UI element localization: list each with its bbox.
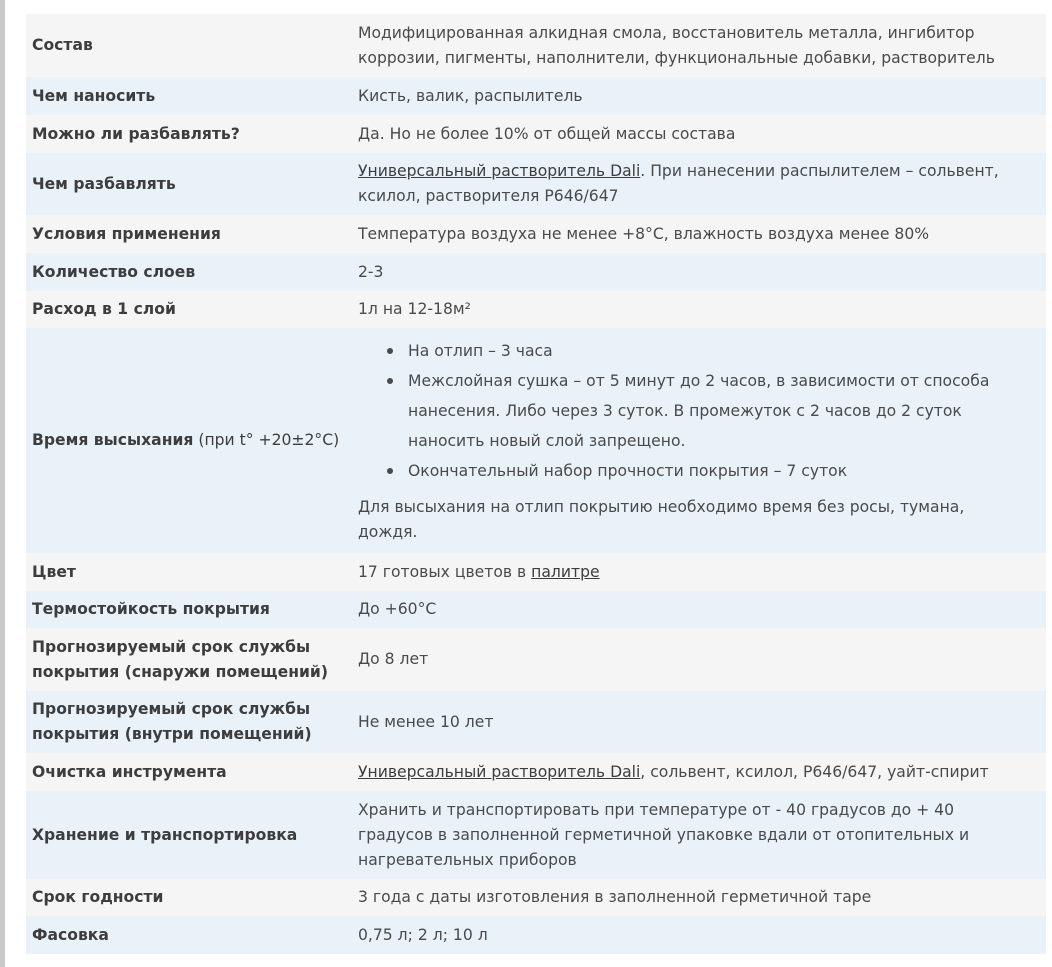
list-item: Межслойная сушка – от 5 минут до 2 часов, в зависимости от способа нанесения. Либо через 3 суток. В промежуток с 2 часов до 2 суток наносить новый слой запрещено.	[408, 366, 1028, 456]
row-label: Состав	[26, 14, 358, 77]
product-spec-table	[26, 14, 1046, 954]
row-value: Кисть, валик, распылитель	[358, 77, 1046, 115]
table-row	[26, 553, 1046, 591]
list-item: На отлип – 3 часа	[408, 336, 1028, 366]
row-label-note: (при t° +20±2°С)	[193, 431, 340, 449]
row-value: Не менее 10 лет	[358, 691, 1046, 753]
drying-note: Для высыхания на отлип покрытию необходимо время без росы, тумана, дождя.	[358, 498, 965, 541]
row-label: Чем наносить	[26, 77, 358, 115]
row-value: Температура воздуха не менее +8°С, влажность воздуха менее 80%	[358, 215, 1046, 253]
table-row	[26, 591, 1046, 628]
solvent-link[interactable]: Универсальный растворитель Dali	[358, 162, 641, 180]
solvent-link[interactable]: Универсальный растворитель Dali	[358, 762, 641, 781]
row-label-text: Время высыхания	[32, 431, 194, 449]
table-row	[26, 115, 1046, 153]
row-value: До 8 лет	[358, 628, 1046, 691]
table-row	[26, 14, 1046, 77]
row-value-text: 17 готовых цветов в	[358, 562, 532, 581]
row-label: Цвет	[26, 553, 358, 591]
row-value: 1л на 12-18м²	[358, 291, 1046, 328]
row-label	[26, 328, 358, 553]
row-label: Термостойкость покрытия	[26, 591, 358, 628]
row-value	[358, 553, 1046, 591]
row-value: Хранить и транспортировать при температуре от - 40 градусов до + 40 градусов в заполненной герметичной упаковке вдали от отопительных и нагревательных приборов	[358, 791, 1046, 879]
row-label: Прогнозируемый срок службы покрытия (снаружи помещений)	[26, 628, 358, 691]
row-label: Хранение и транспортировка	[26, 791, 358, 879]
row-label: Количество слоев	[26, 253, 358, 291]
row-label: Расход в 1 слой	[26, 291, 358, 328]
table-row	[26, 879, 1046, 916]
row-label: Прогнозируемый срок службы покрытия (внутри помещений)	[26, 691, 358, 753]
row-value: До +60°С	[358, 591, 1046, 628]
row-label: Можно ли разбавлять?	[26, 115, 358, 153]
row-label: Срок годности	[26, 879, 358, 916]
row-label: Чем разбавлять	[26, 153, 358, 215]
row-value: 0,75 л; 2 л; 10 л	[358, 916, 1046, 954]
table-row	[26, 628, 1046, 691]
row-value: 2-3	[358, 253, 1046, 291]
table-row	[26, 753, 1046, 791]
row-value-text: , сольвент, ксилол, Р646/647, уайт-спирит	[640, 762, 989, 781]
list-item: Окончательный набор прочности покрытия – 7 суток	[408, 456, 1028, 486]
table-row	[26, 215, 1046, 253]
table-row	[26, 791, 1046, 879]
table-row	[26, 253, 1046, 291]
row-value: Да. Но не более 10% от общей массы состава	[358, 115, 1046, 153]
row-value	[358, 753, 1046, 791]
row-value-text: . При нанесении распылителем – сольвент, ксилол, растворителя Р646/647	[358, 162, 999, 205]
row-value: Модифицированная алкидная смола, восстановитель металла, ингибитор коррозии, пигменты, наполнители, функциональные добавки, растворитель	[358, 14, 1046, 77]
row-label: Очистка инструмента	[26, 753, 358, 791]
row-label: Условия применения	[26, 215, 358, 253]
table-row	[26, 77, 1046, 115]
table-row	[26, 328, 1046, 553]
table-row	[26, 691, 1046, 753]
left-border	[0, 0, 5, 967]
drying-list	[358, 336, 1028, 486]
palette-link[interactable]: палитре	[531, 562, 600, 581]
row-value	[358, 328, 1046, 553]
row-value	[358, 153, 1046, 215]
table-row	[26, 916, 1046, 954]
row-label: Фасовка	[26, 916, 358, 954]
row-value: 3 года с даты изготовления в заполненной герметичной таре	[358, 879, 1046, 916]
table-row	[26, 153, 1046, 215]
table-row	[26, 291, 1046, 328]
